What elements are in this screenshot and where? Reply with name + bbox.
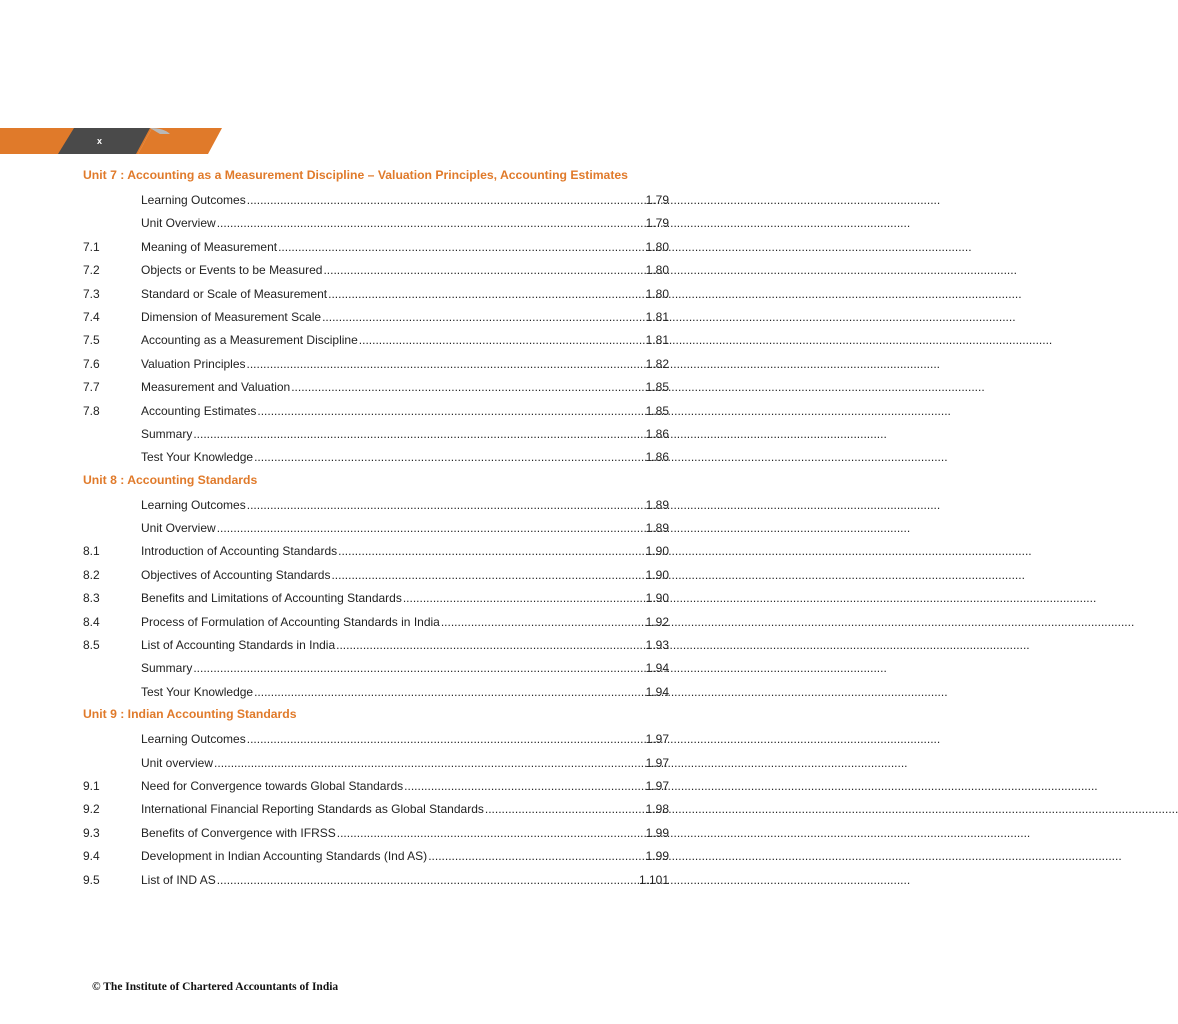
entry-number: 9.1 xyxy=(83,778,100,793)
entry-number: 9.5 xyxy=(83,872,100,887)
entry-page: 1.80 xyxy=(645,239,669,254)
toc-entry[interactable] xyxy=(83,775,669,798)
toc-entry[interactable] xyxy=(83,494,669,517)
entry-label: Need for Convergence towards Global Standards xyxy=(141,778,404,793)
entry-page: 1.85 xyxy=(645,380,669,395)
entry-label: International Financial Reporting Standards as Global Standards xyxy=(141,802,484,817)
entry-label: Introduction of Accounting Standards xyxy=(141,544,338,559)
entry-number: 8.1 xyxy=(83,544,100,559)
entry-label: List of IND AS xyxy=(141,872,216,887)
entry-page: 1.92 xyxy=(645,614,669,629)
entry-label: Summary xyxy=(141,661,193,676)
toc-entry[interactable] xyxy=(83,236,669,259)
leader-dots xyxy=(337,540,646,563)
entry-page: 1.99 xyxy=(645,849,669,864)
leader-dots xyxy=(192,657,645,680)
toc-entry[interactable] xyxy=(83,376,669,399)
entry-page: 1.98 xyxy=(645,802,669,817)
toc-entry[interactable] xyxy=(83,446,669,469)
leader-dots xyxy=(216,869,639,892)
entry-label: Test Your Knowledge xyxy=(141,684,254,699)
leader-dots xyxy=(277,236,646,259)
toc-entry[interactable] xyxy=(83,728,669,751)
toc-entry[interactable] xyxy=(83,564,669,587)
entry-page: 1.90 xyxy=(645,567,669,582)
unit-9-section xyxy=(83,704,669,892)
entry-page: 1.94 xyxy=(645,684,669,699)
toc-entry[interactable] xyxy=(83,822,669,845)
entry-number: 9.4 xyxy=(83,849,100,864)
entry-number: 7.8 xyxy=(83,403,100,418)
entry-page: 1.97 xyxy=(645,778,669,793)
unit-8-section xyxy=(83,470,669,705)
toc-entry[interactable] xyxy=(83,306,669,329)
entry-label: Learning Outcomes xyxy=(141,497,246,512)
leader-dots xyxy=(358,329,646,352)
toc-entry[interactable] xyxy=(83,587,669,610)
toc-entry[interactable] xyxy=(83,259,669,282)
unit-title: Unit 8 : Accounting Standards xyxy=(83,472,258,487)
leader-dots xyxy=(321,306,646,329)
entry-label: Learning Outcomes xyxy=(141,193,246,207)
entry-number: 7.2 xyxy=(83,263,100,278)
entry-number: 7.4 xyxy=(83,309,100,324)
entry-label: Accounting as a Measurement Discipline xyxy=(141,333,358,348)
toc-entry[interactable] xyxy=(83,400,669,423)
entry-label: Summary xyxy=(141,426,193,441)
copyright-footer: © The Institute of Chartered Accountants of India xyxy=(92,981,339,993)
entry-page: 1.82 xyxy=(645,356,669,371)
entry-label: List of Accounting Standards in India xyxy=(141,638,336,653)
toc-entry[interactable] xyxy=(83,611,669,634)
entry-label: Benefits and Limitations of Accounting Standards xyxy=(141,591,402,606)
entry-number: 7.6 xyxy=(83,356,100,371)
leader-dots xyxy=(290,376,645,399)
entry-page: 1.99 xyxy=(645,825,669,840)
leader-dots xyxy=(322,259,645,282)
entry-number: 8.2 xyxy=(83,567,100,582)
leader-dots xyxy=(336,822,646,845)
entry-label: Measurement and Valuation xyxy=(141,380,291,395)
toc-entry[interactable] xyxy=(83,517,669,540)
entry-label: Accounting Estimates xyxy=(141,403,257,418)
entry-label: Dimension of Measurement Scale xyxy=(141,309,322,324)
leader-dots xyxy=(253,446,646,469)
entry-label: Standard or Scale of Measurement xyxy=(141,286,328,301)
header-banner xyxy=(0,128,230,154)
unit-7-section xyxy=(83,165,669,470)
entry-page: 1.79 xyxy=(645,193,669,207)
leader-dots xyxy=(253,681,646,704)
leader-dots xyxy=(440,611,646,634)
entry-label: Objectives of Accounting Standards xyxy=(141,567,331,582)
leader-dots xyxy=(427,845,645,868)
toc-entry[interactable] xyxy=(83,681,669,704)
leader-dots xyxy=(216,517,646,540)
entry-page: 1.85 xyxy=(645,403,669,418)
leader-dots xyxy=(335,634,646,657)
unit-title: Unit 9 : Indian Accounting Standards xyxy=(83,707,297,722)
entry-page: 1.86 xyxy=(645,450,669,465)
entry-page: 1.89 xyxy=(645,497,669,512)
entry-label: Meaning of Measurement xyxy=(141,239,278,254)
toc-entry[interactable] xyxy=(83,634,669,657)
entry-page: 1.90 xyxy=(645,544,669,559)
entry-label: Unit Overview xyxy=(141,521,216,536)
leader-dots xyxy=(246,728,646,751)
entry-number: 9.3 xyxy=(83,825,100,840)
leader-dots xyxy=(402,587,646,610)
toc-entry[interactable] xyxy=(83,423,669,446)
unit-title: Unit 7 : Accounting as a Measurement Discipline – Valuation Principles, Accounting Estimates xyxy=(83,168,628,182)
leader-dots xyxy=(246,189,646,212)
leader-dots xyxy=(246,353,646,376)
entry-page: 1.93 xyxy=(645,638,669,653)
leader-dots xyxy=(403,775,645,798)
leader-dots xyxy=(246,494,646,517)
entry-label: Unit Overview xyxy=(141,216,216,231)
leader-dots xyxy=(484,798,646,821)
entry-number: 8.4 xyxy=(83,614,100,629)
entry-page: 1.101 xyxy=(638,872,669,887)
banner-shape xyxy=(0,128,230,154)
toc-entry[interactable] xyxy=(83,752,669,775)
entry-number: 7.3 xyxy=(83,286,100,301)
leader-dots xyxy=(256,400,645,423)
banner-label: x xyxy=(97,136,103,146)
entry-label: Unit overview xyxy=(141,755,214,770)
toc-entry[interactable] xyxy=(83,657,669,680)
leader-dots xyxy=(216,212,646,235)
toc-entry[interactable] xyxy=(83,540,669,563)
entry-number: 7.7 xyxy=(83,380,100,395)
leader-dots xyxy=(327,283,646,306)
entry-page: 1.89 xyxy=(645,521,669,536)
entry-label: Benefits of Convergence with IFRSS xyxy=(141,825,336,840)
leader-dots xyxy=(192,423,645,446)
toc-entry[interactable] xyxy=(83,329,669,352)
toc-entry[interactable] xyxy=(83,798,669,821)
toc-entry[interactable] xyxy=(83,212,669,235)
entry-page: 1.81 xyxy=(645,309,669,324)
toc-entry[interactable] xyxy=(83,189,669,212)
entry-page: 1.80 xyxy=(645,263,669,278)
entry-label: Valuation Principles xyxy=(141,356,246,371)
entry-page: 1.81 xyxy=(645,333,669,348)
toc-entry[interactable] xyxy=(83,353,669,376)
entry-number: 9.2 xyxy=(83,802,100,817)
entry-label: Process of Formulation of Accounting Standards in India xyxy=(141,614,440,629)
toc-entry[interactable] xyxy=(83,869,669,892)
entry-number: 8.3 xyxy=(83,591,100,606)
entry-label: Learning Outcomes xyxy=(141,732,246,747)
entry-number: 7.1 xyxy=(83,239,100,254)
toc-entry[interactable] xyxy=(83,845,669,868)
entry-label: Objects or Events to be Measured xyxy=(141,263,323,278)
leader-dots xyxy=(330,564,645,587)
entry-number: 7.5 xyxy=(83,333,100,348)
table-of-contents xyxy=(83,165,669,892)
entry-page: 1.80 xyxy=(645,286,669,301)
entry-label: Development in Indian Accounting Standards (Ind AS) xyxy=(141,849,428,864)
entry-page: 1.97 xyxy=(645,755,669,770)
leader-dots xyxy=(213,752,646,775)
entry-page: 1.90 xyxy=(645,591,669,606)
toc-entry[interactable] xyxy=(83,283,669,306)
entry-page: 1.86 xyxy=(645,426,669,441)
entry-number: 8.5 xyxy=(83,638,100,653)
entry-page: 1.94 xyxy=(645,661,669,676)
entry-page: 1.97 xyxy=(645,732,669,747)
entry-label: Test Your Knowledge xyxy=(141,450,254,465)
entry-page: 1.79 xyxy=(645,216,669,231)
